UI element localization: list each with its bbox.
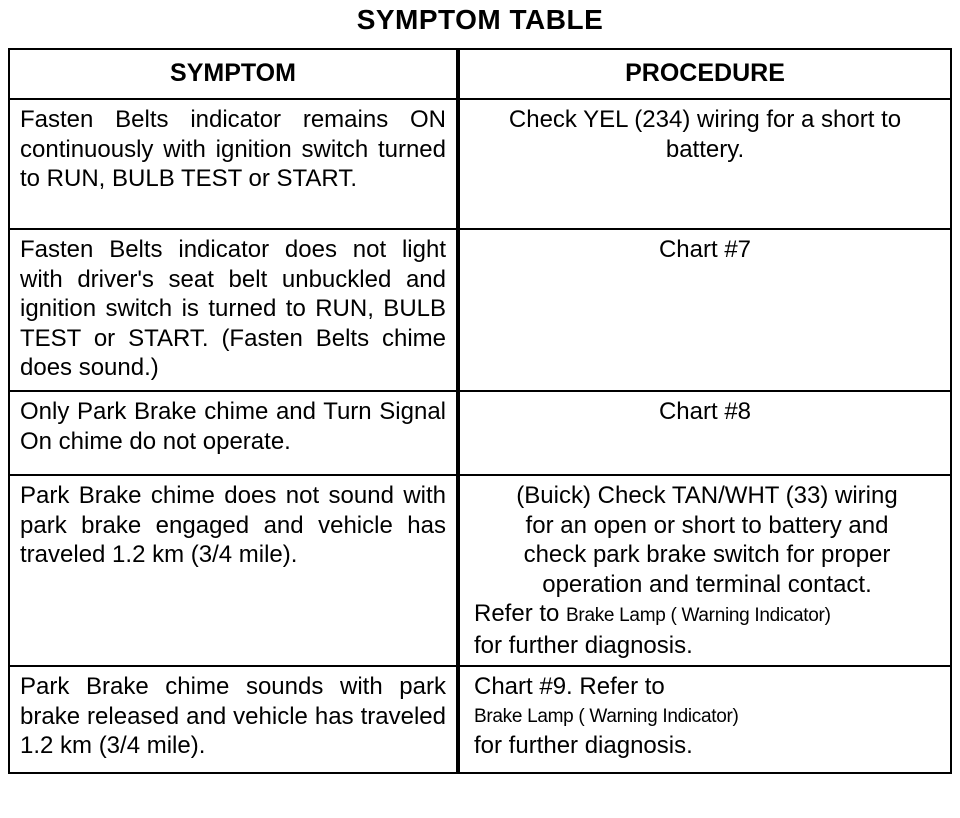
procedure-cell: Chart #7 — [458, 229, 951, 391]
brake-lamp-link[interactable]: Brake Lamp ( Warning Indicator) — [566, 605, 831, 626]
brake-lamp-link[interactable]: Brake Lamp ( Warning Indicator) — [474, 705, 739, 727]
symptom-cell: Only Park Brake chime and Turn Signal On chime do not operate. — [9, 391, 458, 475]
procedure-line: operation and terminal contact. — [542, 570, 872, 598]
table-row — [9, 475, 951, 666]
symptom-table — [8, 48, 952, 774]
table-row — [9, 391, 951, 475]
refer-suffix: for further diagnosis. — [474, 732, 693, 759]
procedure-cell — [458, 666, 951, 773]
table-row — [9, 229, 951, 391]
symptom-cell: Park Brake chime does not sound with park brake engaged and vehicle has traveled 1.2 km (3/4 mile). — [9, 475, 458, 666]
refer-line — [474, 599, 940, 631]
table-row — [9, 99, 951, 229]
header-procedure: PROCEDURE — [458, 49, 951, 99]
symptom-cell: Park Brake chime sounds with park brake released and vehicle has traveled 1.2 km (3/4 mile). — [9, 666, 458, 773]
refer-suffix: for further diagnosis. — [474, 631, 693, 659]
procedure-cell: Check YEL (234) wiring for a short to battery. — [458, 99, 951, 229]
procedure-prefix: Chart #9. Refer to — [474, 673, 665, 700]
refer-prefix: Refer to — [474, 600, 560, 627]
procedure-line: check park brake switch for proper — [523, 541, 891, 568]
symptom-cell: Fasten Belts indicator remains ON continuously with ignition switch turned to RUN, BULB TEST or START. — [9, 99, 458, 229]
page-title: SYMPTOM TABLE — [356, 4, 604, 35]
procedure-line: (Buick) Check TAN/WHT (33) wiring — [516, 482, 898, 509]
table-header-row — [9, 49, 951, 99]
symptom-cell: Fasten Belts indicator does not light with driver's seat belt unbuckled and ignition switch is turned to RUN, BULB TEST or START. (Fasten Belts chime does sound.) — [9, 229, 458, 391]
procedure-line: for an open or short to battery and — [525, 511, 889, 539]
header-symptom: SYMPTOM — [9, 49, 458, 99]
procedure-cell: Chart #8 — [458, 391, 951, 475]
table-row — [9, 666, 951, 773]
procedure-cell — [458, 475, 951, 666]
